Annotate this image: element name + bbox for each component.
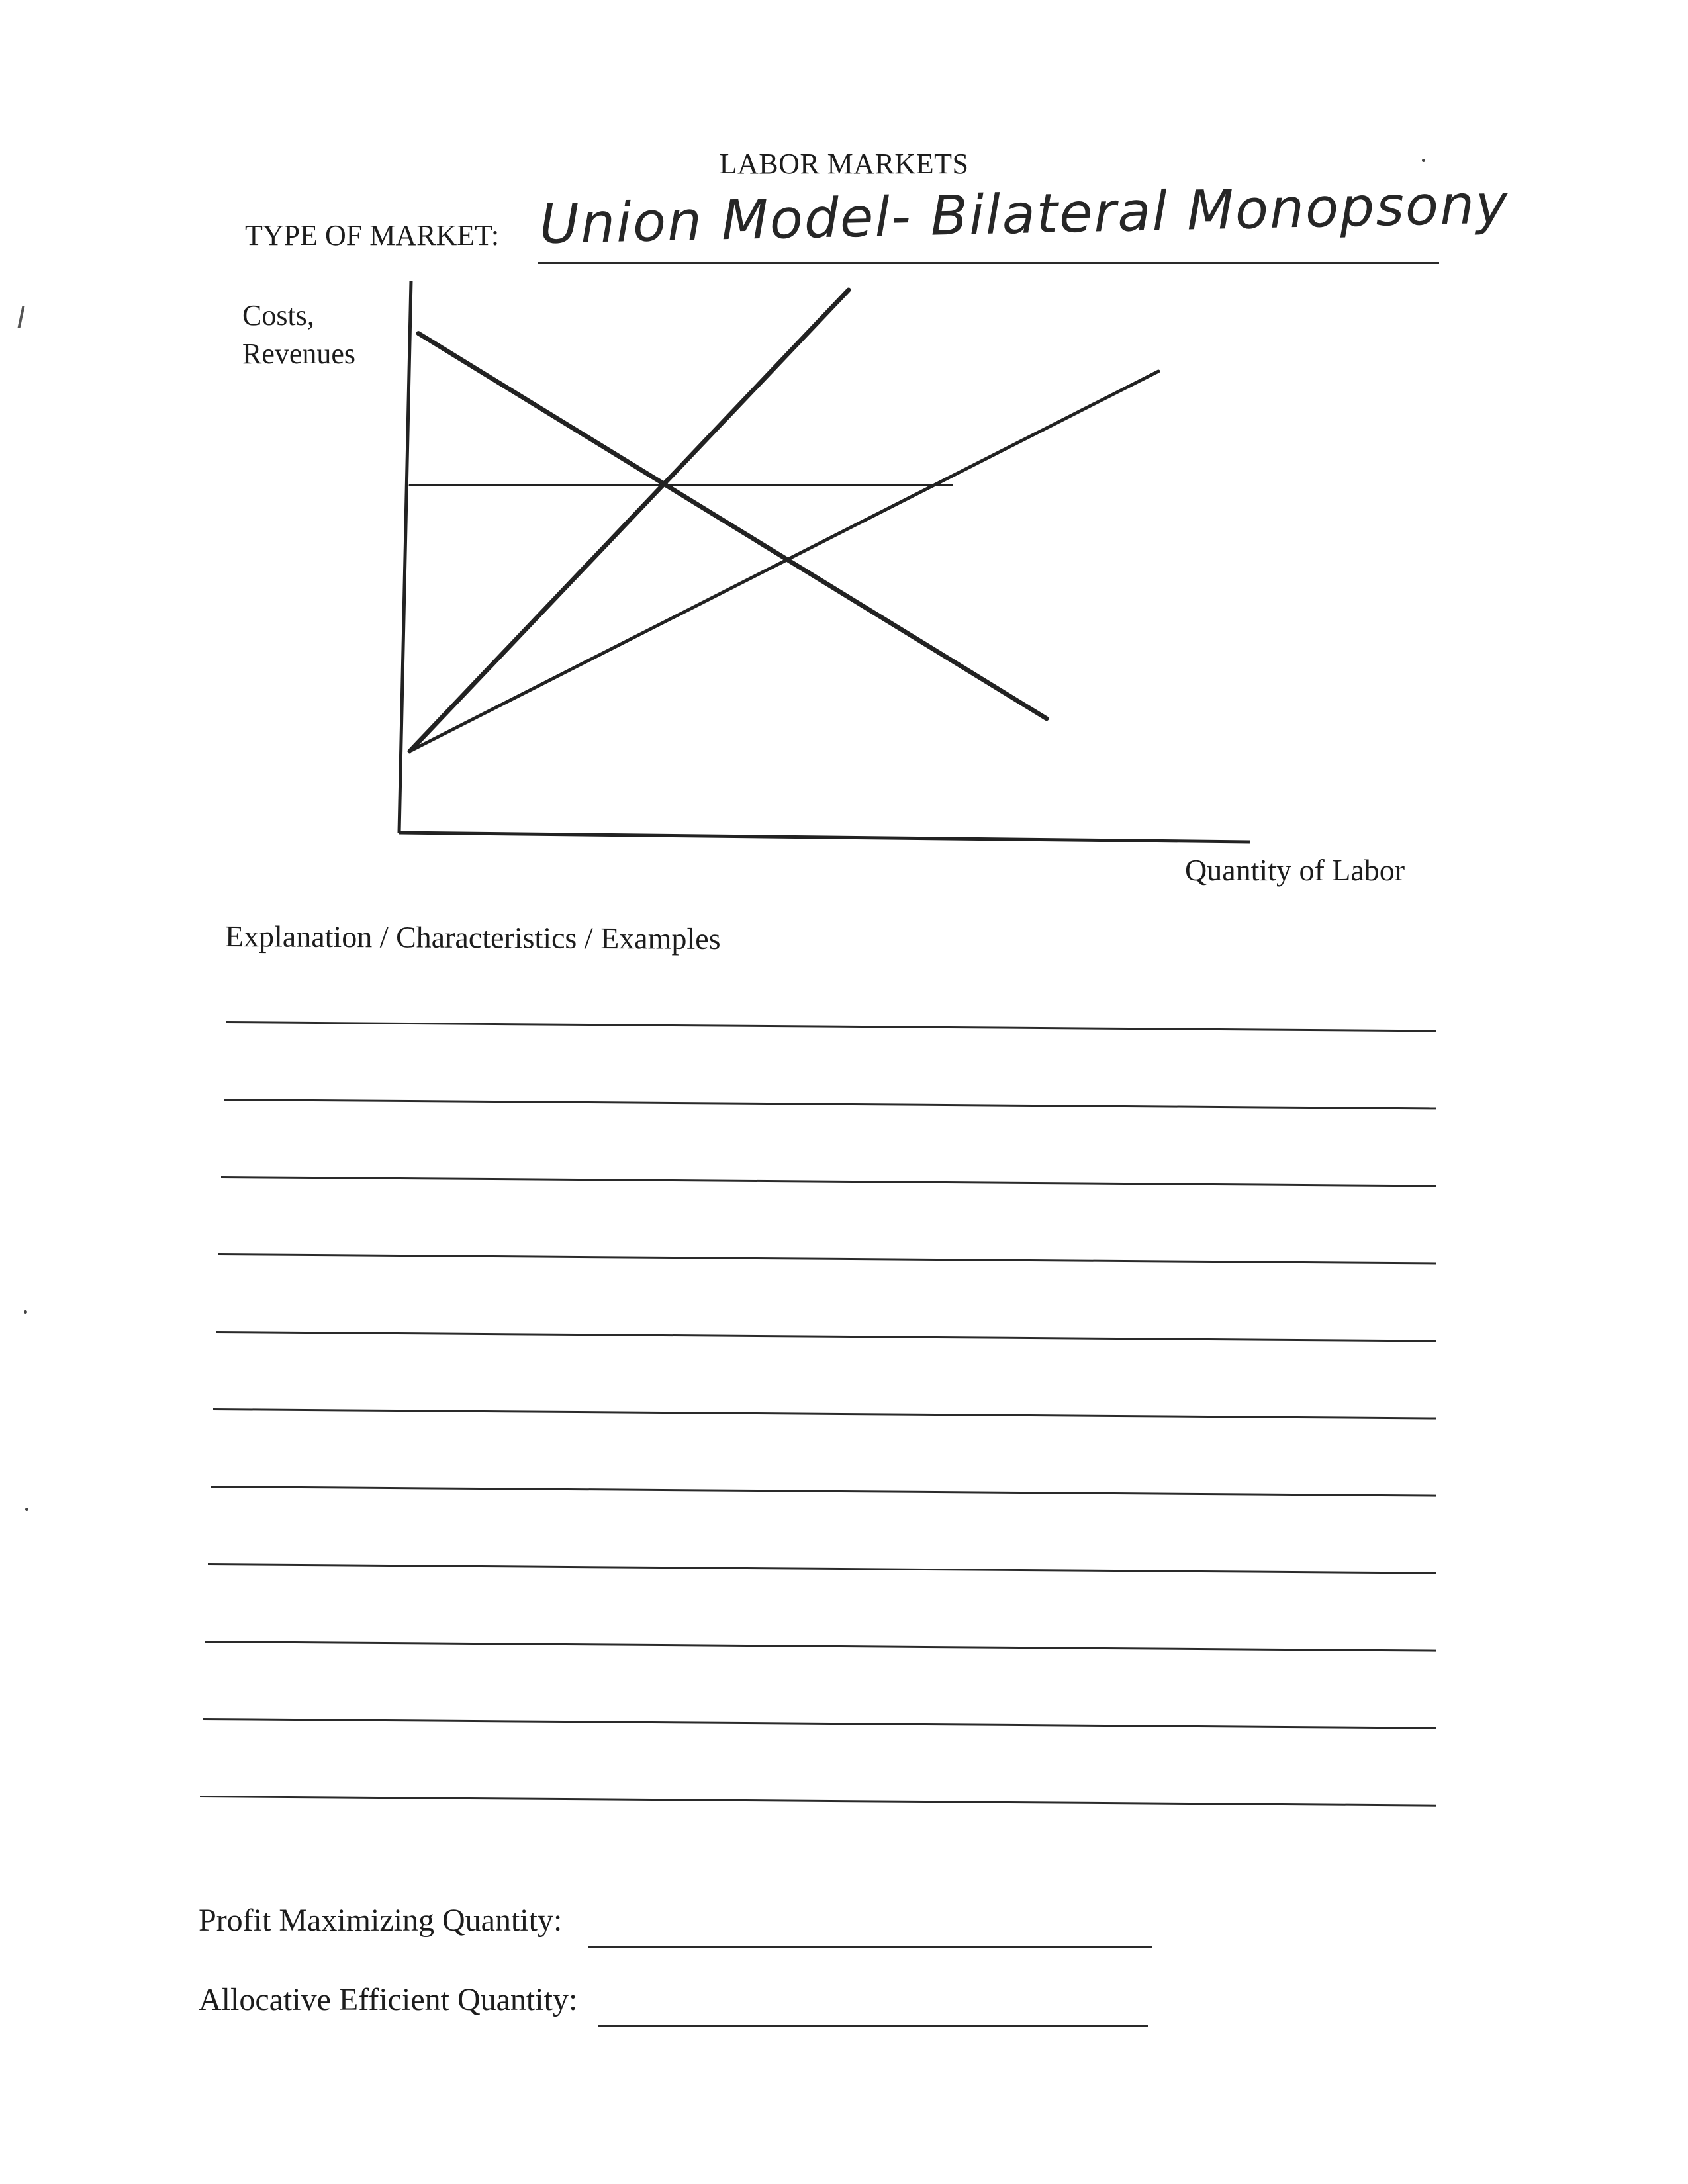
explanation-line[interactable] [213,1408,1436,1420]
allocative-efficient-quantity-blank[interactable] [598,2025,1148,2027]
y-axis-label-line-2: Revenues [242,338,356,370]
scan-speck [25,1508,28,1511]
scan-speck [1422,159,1425,162]
y-axis-label-line-1: Costs, [242,299,314,332]
labor-market-graph [0,0,1688,860]
scan-speck [24,1310,27,1314]
explanation-line[interactable] [226,1021,1436,1032]
allocative-efficient-quantity-label: Allocative Efficient Quantity: [199,1982,578,2017]
profit-maximizing-quantity-row [199,1902,562,1938]
explanation-line[interactable] [211,1486,1436,1497]
explanation-line[interactable] [205,1641,1436,1652]
explanation-line[interactable] [200,1796,1436,1807]
profit-maximizing-quantity-label: Profit Maximizing Quantity: [199,1903,563,1938]
explanation-heading: Explanation / Characteristics / Examples [224,919,721,956]
series-line-marginal-resource-cost-mrc [410,290,849,751]
series-line-demand-mrp [418,334,1047,719]
explanation-line[interactable] [218,1253,1436,1264]
explanation-line[interactable] [203,1718,1436,1729]
type-of-market-label: TYPE OF MARKET: [245,219,500,251]
allocative-efficient-quantity-row [199,1981,577,2018]
x-axis-label: Quantity of Labor [1185,853,1405,887]
explanation-line[interactable] [224,1099,1436,1109]
profit-maximizing-quantity-blank[interactable] [588,1946,1152,1948]
series-line-labor-supply-s [410,371,1158,751]
explanation-line[interactable] [221,1176,1436,1187]
explanation-line[interactable] [208,1563,1436,1574]
type-of-market-handwritten-value[interactable]: Union Model- Bilateral Monopsony [539,173,1510,256]
explanation-line[interactable] [216,1331,1436,1342]
page-title: LABOR MARKETS [719,148,969,180]
x-axis [399,833,1250,842]
